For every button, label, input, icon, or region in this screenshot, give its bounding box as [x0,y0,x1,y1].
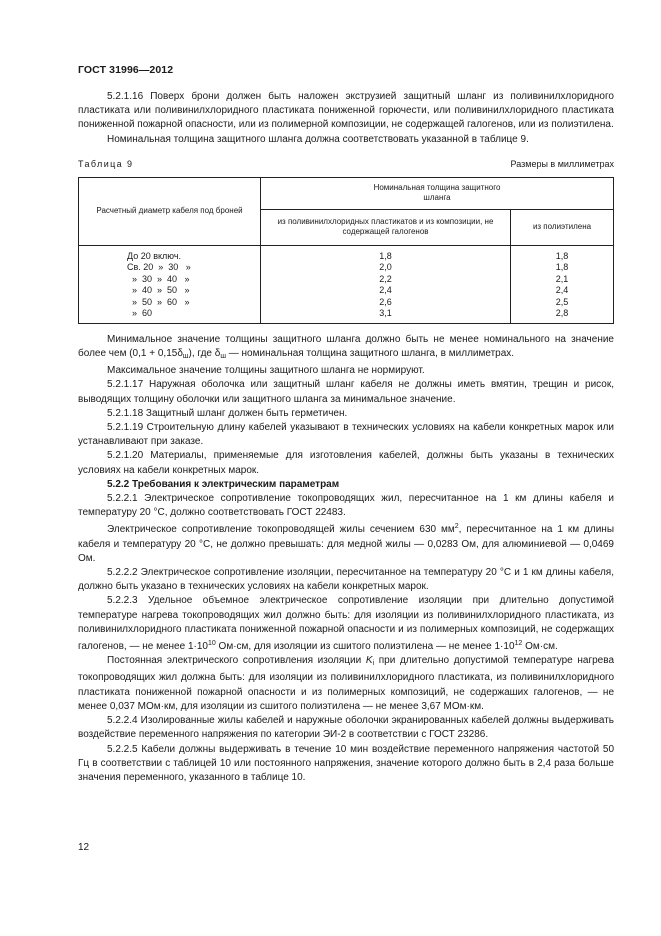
header-diameter: Расчетный диаметр кабеля под броней [79,177,261,245]
paragraph-5-2-1-18: 5.2.1.18 Защитный шланг должен быть герметичен. [107,407,348,419]
table-cell-diameter: » 30 » 40 » [127,273,190,284]
paragraph-5-2-2-3: 5.2.2.3 Удельное объемное электрическое сопротивление изоляции при длительно допустимой температуре нагрева токопроводящих жил должно быть: для изоляции из поливинилхлоридного пластиката, из поливинилхлоридного пластиката пониженной пожарной опасности и из полимерных композиций, не содержащих галогенов, — не менее $1\cdot 10^{10}$ Ом·см, для изоляции из сшитого полиэтилена — не менее $1\cdot 10^{12}$ Ом·см. [78,595,614,653]
header-nominal-thickness: Номинальная толщина защитного шланга [261,177,614,209]
table-cell-pvc: 2,6 [379,296,392,307]
column-pvc-values [261,245,511,323]
paragraph-5-2-1-19: 5.2.1.19 Строительную длину кабелей указывают в технических условиях на кабели конкретных марок или устанавливают при заказе. [78,422,614,448]
column-pe-values [511,245,614,323]
page-number: 12 [78,842,90,853]
paragraph-max-thickness: Максимальное значение толщины защитного шланга не нормируют. [107,365,425,377]
paragraph-conductor-resistance: Электрическое сопротивление токопроводящей жилы сечением 630 $мм^2$, пересчитанное на 1 км длины кабеля и температуру 20 °С, не должно превышать: для медной жилы — 0,0283 Ом, для алюминиевой — 0,0469 Ом. [78,523,615,564]
paragraph-5-2-1-16: 5.2.1.16 Поверх брони должен быть наложен экструзией защитный шланг из поливинилхлоридного пластиката или поливинилхлоридного пластиката пониженной горючести, или поливинилхлоридного пластиката пониженной пожарной опасности, или из полимерной композиции, не содержащей галогенов, или из полиэтилена. [78,91,614,131]
header-pvc: из поливинилхлоридных пластикатов и из композиции, не содержащей галогенов [261,209,511,245]
header-pe: из полиэтилена [511,209,614,245]
table-cell-diameter: До 20 включ. [127,250,182,261]
table-cell-pvc: 2,4 [379,285,392,296]
table-cell-pvc: 2,0 [379,262,392,273]
paragraph-insulation-constant: Постоянная электрического сопротивления изоляции $K_i$ при длительно допустимой температуре нагрева токопроводящих жил должна быть: для изоляции из поливинилхлоридного пластиката, из поливинилхлоридного пластиката пониженной пожарной опасности и из полимерных композиций, не содержаших галогенов, — не менее 0,037 МОм·км, для изоляции из сшитого полиэтилена — не менее 3,67 МОм·км. [78,655,615,712]
table-caption: Таблица 9 [78,158,134,169]
table-cell-diameter: » 60 [127,308,153,319]
paragraph-5-2-2-1: 5.2.2.1 Электрическое сопротивление токопроводящих жил, пересчитанное на 1 км длины кабеля и температуру 20 °С, должно соответствовать ГОСТ 22483. [78,493,614,519]
table-cell-pe: 1,8 [555,262,569,273]
table-cell-pe: 2,8 [555,308,569,319]
paragraph-5-2-1-17: 5.2.1.17 Наружная оболочка или защитный шланг кабеля не должны иметь вмятин, трещин и рисок, выводящих толщину оболочки или защитного шланга за минимальное значение. [78,379,614,405]
table-cell-pe: 2,4 [555,285,569,296]
table-9 [78,177,614,324]
document-header: ГОСТ 31996—2012 [78,64,174,76]
table-cell-pvc: 2,2 [379,273,392,284]
table-cell-pvc: 3,1 [379,308,392,319]
paragraph-5-2-2-2: 5.2.2.2 Электрическое сопротивление изоляции, пересчитанное на температуру 20 °С и 1 км длины кабеля, должно быть указано в технических условиях на кабели конкретных марок. [78,567,614,593]
document-body [78,90,614,785]
paragraph-5-2-2-4: 5.2.2.4 Изолированные жилы кабелей и наружные оболочки экранированных кабелей должны выдерживать воздействие переменного напряжения по категории ЭИ-2 в соответствии с ГОСТ 23286. [78,715,614,741]
paragraph-5-2-2-5: 5.2.2.5 Кабели должны выдерживать в течение 10 мин воздействие переменного напряжения частотой 50 Гц в соответствии с таблицей 10 или постоянного напряжения, значение которого должно быть в 2,4 раза больше значения переменного, указанного в таблице 10. [78,743,614,783]
table-cell-diameter: » 50 » 60 » [127,296,190,307]
table-cell-pe: 2,5 [555,296,569,307]
table-units: Размеры в миллиметрах [510,158,614,169]
table-cell-pvc: 1,8 [379,250,392,261]
table-cell-diameter: » 40 » 50 » [127,285,190,296]
paragraph-nominal-thickness: Номинальная толщина защитного шланга должна соответствовать указанной в таблице 9. [107,133,529,145]
section-heading-5-2-2: 5.2.2 Требования к электрическим параметрам [107,478,340,490]
paragraph-min-thickness: Минимальное значение толщины защитного шланга должно быть не менее номинального на значение более чем $(0,1 + 0,15\delta_ш)$, где $\delta_ш$ — номинальная толщина защитного шланга, в миллиметрах. [78,333,614,361]
column-diameter-values [79,245,261,323]
table-caption-row [78,158,614,170]
table-cell-pe: 1,8 [555,250,569,261]
table-cell-diameter: Св. 20 » 30 » [127,262,191,273]
table-cell-pe: 2,1 [555,273,569,284]
paragraph-5-2-1-20: 5.2.1.20 Материалы, применяемые для изготовления кабелей, должны быть указаны в технических условиях на кабели конкретных марок. [78,450,614,476]
table-body-row [79,245,614,323]
